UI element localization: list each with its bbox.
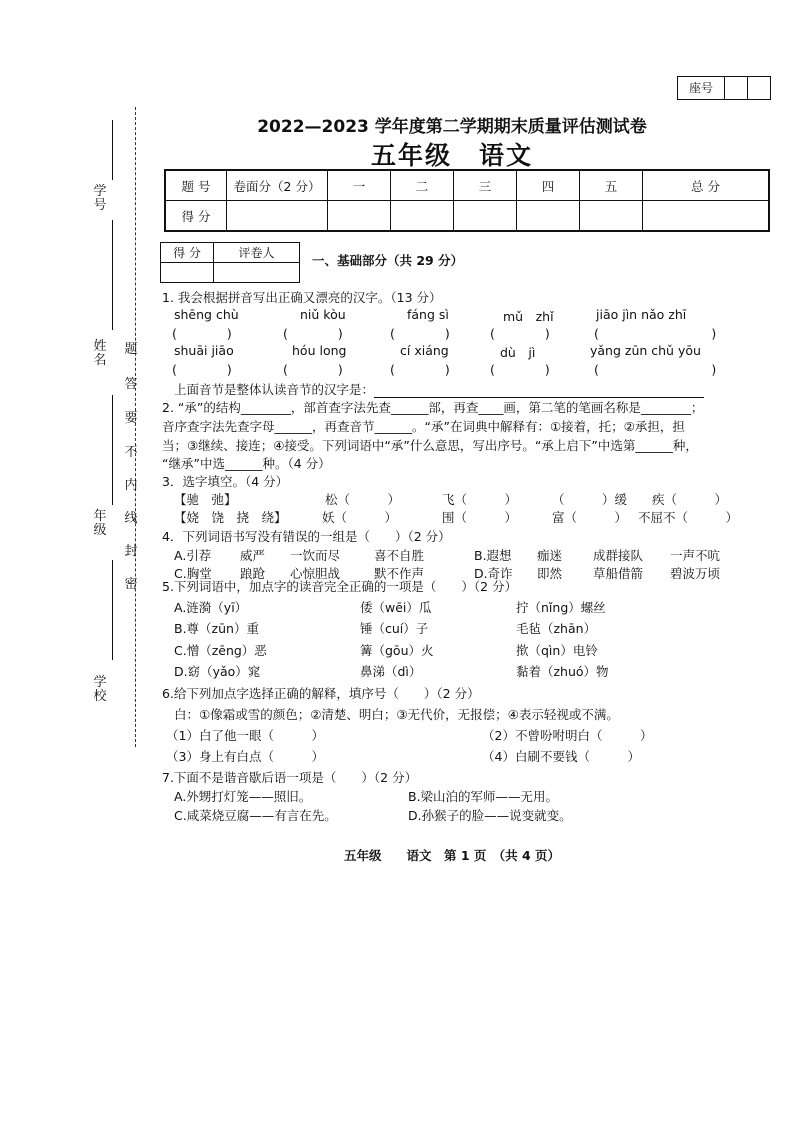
student-id-label: 学号 <box>93 184 107 213</box>
grade-blank[interactable] <box>112 395 113 505</box>
answer-blank[interactable]: ( ) <box>172 326 232 341</box>
q3-blank[interactable]: 富（ ） <box>552 510 628 525</box>
answer-blank-long[interactable]: ( ) <box>594 362 717 377</box>
score-table-header: 一 <box>328 170 391 201</box>
q4-option: 喜不自胜 <box>374 548 425 563</box>
answer-blank[interactable]: ( ) <box>283 362 343 377</box>
pinyin: mǔ zhǐ <box>503 309 554 324</box>
pinyin: niǔ kòu <box>300 307 346 322</box>
answer-blank-long[interactable]: ( ) <box>594 326 717 341</box>
grader-table <box>160 242 300 283</box>
q4-option: C.胸堂 <box>174 566 212 581</box>
grader-label: 评卷人 <box>214 243 300 263</box>
q4-option: 痂迷 <box>537 548 563 563</box>
page-footer: 五年级 语文 第 1 页 （共 4 页） <box>343 848 561 863</box>
q3-blank[interactable]: 不屈不（ ） <box>638 510 739 525</box>
exam-subtitle: 五年级 语文 <box>370 141 533 170</box>
score-table <box>164 169 770 232</box>
pinyin: jiāo jìn nǎo zhī <box>596 307 687 322</box>
school-blank[interactable] <box>112 560 113 660</box>
q4-option: 碧波万顷 <box>670 566 721 581</box>
school-label: 学校 <box>93 675 107 704</box>
q1-note <box>174 380 704 398</box>
pinyin: shuāi jiāo <box>174 343 234 358</box>
seal-char: 答 <box>124 377 138 392</box>
score-cell[interactable] <box>643 201 770 232</box>
q4-option: D.奇诈 <box>474 566 513 581</box>
score-table-header: 题 号 <box>165 170 227 201</box>
grade-label: 年级 <box>93 509 107 538</box>
q4-option: 默不作声 <box>374 566 425 581</box>
seal-char: 线 <box>124 511 138 526</box>
score-table-header: 总 分 <box>643 170 770 201</box>
q4-option: 一声不吭 <box>670 548 721 563</box>
q5-option: 拧（nǐng）螺丝 <box>516 600 606 615</box>
seat-number-cell-1[interactable] <box>725 77 748 99</box>
q6-stem: 6.给下列加点字选择正确的解释，填序号（ ）（2 分） <box>162 686 480 701</box>
q5-option: 篝（gōu）火 <box>360 643 434 658</box>
q6-item[interactable]: （4）白刷不要钱（ ） <box>482 749 640 764</box>
pinyin: yǎng zūn chǔ yōu <box>590 343 701 358</box>
q2-line: 2. “承”的结构________，部首查字法先查______部，再查____画，第二笔的笔画名称是________； <box>162 400 704 415</box>
score-cell[interactable] <box>328 201 391 232</box>
grader-score-label: 得 分 <box>161 243 214 263</box>
score-table-header: 二 <box>391 170 454 201</box>
q3-stem: 3．选字填空。（4 分） <box>162 474 289 489</box>
q3-group: 【驰 弛】 <box>174 492 237 507</box>
name-label: 姓名 <box>93 339 107 368</box>
score-cell[interactable] <box>580 201 643 232</box>
q4-option: 踉跄 <box>240 566 266 581</box>
q1-stem: 1. 我会根据拼音写出正确又漂亮的汉字。（13 分） <box>162 290 442 305</box>
q2-line: “继承”中选______种。（4 分） <box>162 456 331 471</box>
score-row-label: 得 分 <box>165 201 227 232</box>
answer-blank[interactable]: ( ) <box>390 326 450 341</box>
q5-option: 揿（qìn）电铃 <box>516 643 598 658</box>
q3-blank[interactable]: 飞（ ） <box>442 492 518 507</box>
pinyin: dù jì <box>500 345 536 360</box>
seal-char: 内 <box>124 478 138 493</box>
q5-option: C.憎（zēng）恶 <box>174 643 267 658</box>
q5-option: 倭（wēi）瓜 <box>360 600 432 615</box>
q4-option: B.遐想 <box>474 548 512 563</box>
grader-score-cell[interactable] <box>161 263 214 283</box>
score-table-header-row <box>165 170 769 201</box>
q7-option: B.梁山泊的军师——无用。 <box>408 789 559 804</box>
q3-group: 【娆 饶 挠 绕】 <box>174 510 287 525</box>
q2-line: 当；③继续、接连；④接受。下列词语中“承”什么意思，写出序号。“承上启下”中选第______种， <box>162 438 698 453</box>
pinyin: shēng chù <box>174 307 239 322</box>
q5-stem: 5.下列词语中，加点字的读音完全正确的一项是（ ）（2 分） <box>162 579 518 594</box>
q6-item[interactable]: （1）白了他一眼（ ） <box>166 728 324 743</box>
q5-option: A.涟漪（yī） <box>174 600 248 615</box>
seal-char: 题 <box>124 342 138 357</box>
answer-blank[interactable]: ( ) <box>490 362 550 377</box>
q3-blank[interactable]: 围（ ） <box>442 510 518 525</box>
q7-option: A.外甥打灯笼——照旧。 <box>174 789 312 804</box>
q7-stem: 7.下面不是谐音歇后语一项是（ ）（2 分） <box>162 770 418 785</box>
score-table-header: 四 <box>517 170 580 201</box>
seat-number-label: 座号 <box>678 77 725 99</box>
seal-char: 封 <box>124 544 138 559</box>
q4-option: 一饮而尽 <box>290 548 341 563</box>
binding-line <box>135 107 136 747</box>
answer-blank[interactable]: ( ) <box>490 326 550 341</box>
q5-option: 黏着（zhuó）物 <box>516 664 609 679</box>
exam-title: 2022—2023 学年度第二学期期末质量评估测试卷 <box>257 117 647 137</box>
section-heading: 一、基础部分（共 29 分） <box>312 253 464 268</box>
q4-stem: 4．下列词语书写没有错误的一组是（ ）（2 分） <box>162 529 451 544</box>
score-cell[interactable] <box>227 201 328 232</box>
q7-option: D.孙猴子的脸——说变就变。 <box>408 808 572 823</box>
score-cell[interactable] <box>454 201 517 232</box>
pinyin: fáng sì <box>407 307 449 322</box>
grader-name-cell[interactable] <box>214 263 300 283</box>
q4-option: 威严 <box>240 548 266 563</box>
q6-definition: 白：①像霜或雪的颜色；②清楚、明白；③无代价，无报偿；④表示轻视或不满。 <box>174 707 619 722</box>
q3-blank[interactable]: 松（ ） <box>325 492 401 507</box>
pinyin: hóu long <box>292 343 347 358</box>
q5-option: 锤（cuí）子 <box>360 621 429 636</box>
q3-blank[interactable]: 疾（ ） <box>652 492 728 507</box>
score-table-score-row <box>165 201 769 232</box>
q4-option: 草船借箭 <box>593 566 644 581</box>
score-table-header: 卷面分（2 分） <box>227 170 328 201</box>
score-cell[interactable] <box>517 201 580 232</box>
q5-option: B.尊（zūn）重 <box>174 621 259 636</box>
answer-blank[interactable]: ( ) <box>283 326 343 341</box>
q1-note-text: 上面音节是整体认读音节的汉字是： <box>174 382 375 397</box>
seal-char: 密 <box>124 577 138 592</box>
q2-line: 音序查字法先查字母______，再查音节______。“承”在词典中解释有：①接着，托；②承担，担 <box>162 419 685 434</box>
answer-blank[interactable]: ( ) <box>390 362 450 377</box>
q6-item[interactable]: （3）身上有白点（ ） <box>166 749 324 764</box>
seat-number-box <box>677 76 771 100</box>
seat-number-cell-2[interactable] <box>748 77 770 99</box>
answer-blank[interactable]: ( ) <box>172 362 232 377</box>
q5-option: 鼻涕（dì） <box>360 664 422 679</box>
q6-item[interactable]: （2）不曾吩咐明白（ ） <box>482 728 653 743</box>
seal-char: 要 <box>124 411 138 426</box>
q7-option: C.咸菜烧豆腐——有言在先。 <box>174 808 337 823</box>
q4-option: 成群接队 <box>593 548 644 563</box>
q4-option: 心惊胆战 <box>290 566 341 581</box>
pinyin: cí xiáng <box>400 343 449 358</box>
q1-note-blank[interactable] <box>374 385 704 398</box>
seal-char: 不 <box>124 445 138 460</box>
q3-blank[interactable]: 妖（ ） <box>322 510 398 525</box>
q3-blank[interactable]: （ ）缓 <box>552 492 628 507</box>
score-cell[interactable] <box>391 201 454 232</box>
q5-option: 毛毡（zhān） <box>516 621 597 636</box>
q4-option: A.引荐 <box>174 548 212 563</box>
score-table-header: 三 <box>454 170 517 201</box>
name-blank[interactable] <box>112 220 113 330</box>
score-table-header: 五 <box>580 170 643 201</box>
q4-option: 即然 <box>537 566 563 581</box>
q5-option: D.窈（yǎo）窕 <box>174 664 261 679</box>
